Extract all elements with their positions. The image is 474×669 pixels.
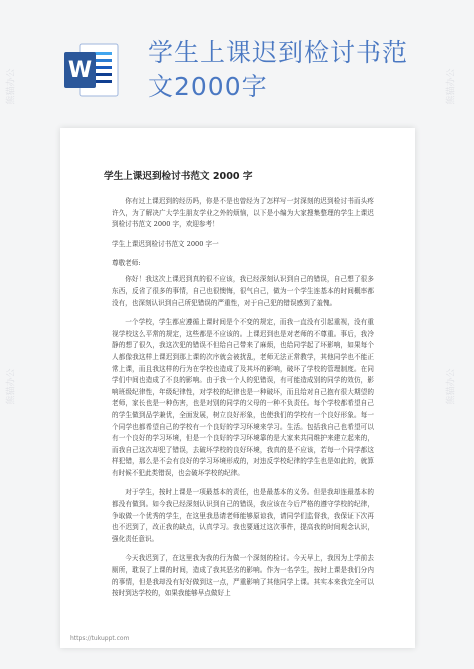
document-subtitle: 学生上课迟到检讨书范文 2000 字一 — [112, 239, 219, 248]
title-line-1: 学生上课迟到检讨书范 — [148, 38, 409, 67]
watermark-right-bottom: 熊猫办公 — [446, 368, 457, 405]
watermark-right-top: 熊猫办公 — [446, 68, 457, 105]
document-page — [60, 128, 415, 648]
body-paragraph-4: 今天我迟到了，在这里我为我的行为做一个深刻的检讨。今天早上，我因为上学前去厕所，耽误了上课的时间，造成了我其恶劣的影响。作为一名学生，按时上课是我们分内的事情，但是我却没有好好做到这一点，严重影响了其他同学上课。其实本来我完全可以按时到达学校的，如果我能够早点做好上 — [112, 554, 374, 598]
footer-url: https://tukuppt.com — [70, 635, 130, 642]
svg-text:W: W — [67, 58, 93, 83]
body-paragraph-3: 对于学生，按时上课是一项最基本的责任，也是最基本的义务。但是我却连最基本的都没有做到。如今我已经深刻认识到自己的错误，我应该在今后严格的遵守学校的纪律，争取做一个优秀的学生，在这里我恳请老师能够原谅我，请同学们监督我，我保证下次再也不迟到了，改正我的缺点，认真学习。我也要通过这次事件，提高我的时间观念认识，强化责任意识。 — [112, 488, 374, 543]
document-body — [104, 168, 374, 608]
watermark-left-bottom: 熊猫办公 — [6, 368, 17, 405]
page-header — [0, 0, 474, 120]
salutation: 尊敬老师: — [112, 258, 141, 267]
title-line-2: 文2000字 — [148, 72, 268, 101]
document-title: 学生上课迟到检讨书范文 2000 字 — [104, 171, 253, 182]
intro-paragraph: 你有过上课迟到的经历吗，你是不是也曾经为了怎样写一封深刻的迟到检讨书而头疼许久，为了解决广大学生朋友学业之外的烦恼，以下是小编为大家搜集整理的学生上课迟到检讨书范文 2000 字，欢迎参考！ — [112, 197, 374, 229]
body-paragraph-1: 你好！我这次上课迟到真的很不应该，我已经深刻认识到自己的错误，自己想了很多东西，反省了很多的事情，自己也很懊悔，很气自己，做为一个学生连基本的时间概率都没有，也深刻认识到自己所犯错误的严重性，对于自己犯的错误感到了羞愧。 — [112, 275, 374, 307]
body-paragraph-2: 一个学校，学生都应遵循上课时间是个不变的规定，而我一直没有引起重视，没有重视学校这么平常的规定，这些都是不应该的。上课迟到也是对老师的不尊重。事后，我冷静的想了很久，我这次犯的错误不但给自己带来了麻烦，也给同学起了坏影响，如果每个人都像我这样上课迟到那上课的次序就会被扰乱，老师无法正常教学，其他同学也不能正常上课，而且我这样的行为在学校也造成了及其坏的影响，破坏了学校的管理制度。在同学们中间也造成了不良的影响。由于我一个人的犯错误，有可能造成别的同学的效仿，影响班级纪律性，年级纪律性，对学校的纪律也是一种破坏，而且给对自己抱有很大期望的老师，家长也是一种伤害，也是对别的同学的父母的一种不负责任。每个学校都希望自己的学生做到品学兼优，全面发展，树立良好形象，也使我们的学校有一个良好形象。每一个同学也都希望自己的学校有一个良好的学习环境来学习。生活。包括我自己也希望可以有一个良好的学习环境，但是一个良好的学习环境靠的是大家来共同维护来建立起来的，而我自己这次却犯了错误，去破坏学校的良好环境，我真的是不应该，若每一个同学都这样犯错，那么是不会有良好的学习环境形成的，对违反学校纪律的学生也是如此的，就算有时候不犯此类错误，也会破坏学校的纪律。 — [112, 318, 374, 477]
page-title — [148, 36, 448, 104]
watermark-left-top: 熊猫办公 — [6, 68, 17, 105]
word-document-icon — [62, 42, 120, 98]
